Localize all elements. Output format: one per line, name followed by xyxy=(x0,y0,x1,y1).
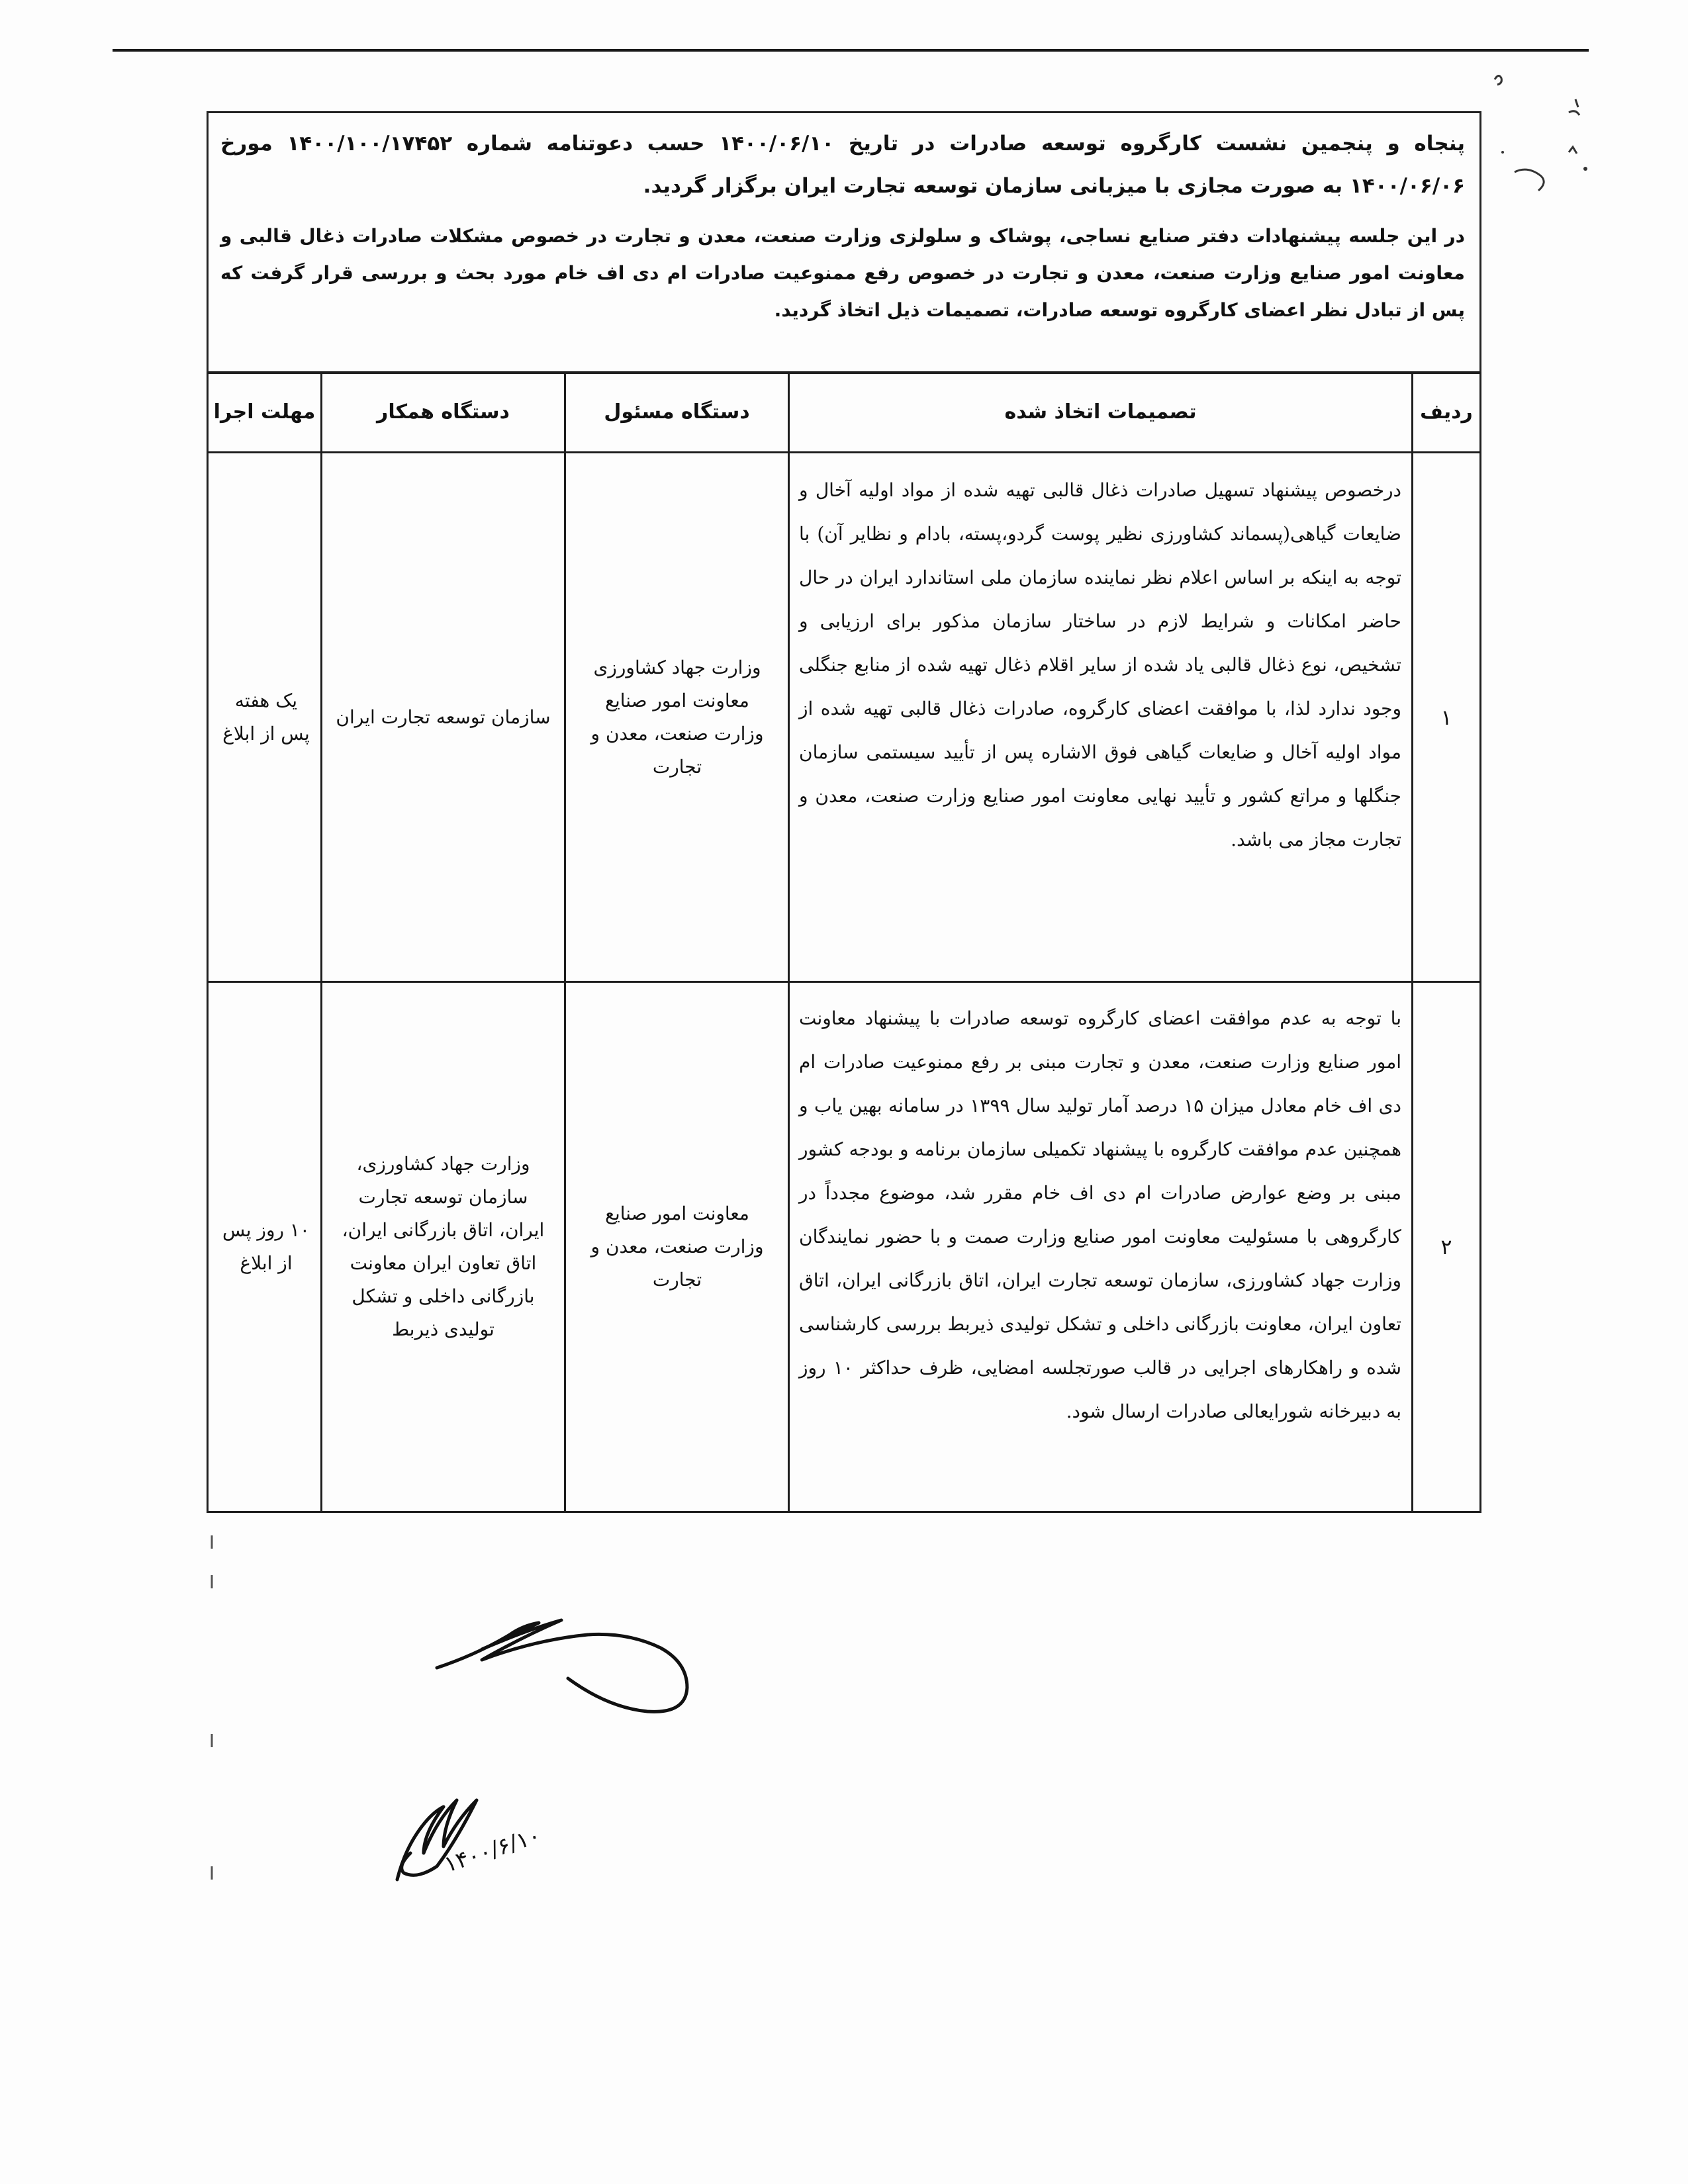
row-1-decision: درخصوص پیشنهاد تسهیل صادرات ذغال قالبی تهیه شده از مواد اولیه آخال و ضایعات گیاهی(پسماند کشاورزی نظیر پوست گردو،پسته، بادام و نظایر آن) با توجه به اینکه بر اساس اعلام نظر نماینده سازمان ملی استاندارد ایران در حال حاضر امکانات و شرایط لازم در ساختار سازمان مذکور برای ارزیابی و تشخیص، نوع ذغال قالبی یاد شده از سایر اقلام ذغال تهیه شده از منابع جنگلی وجود ندارد لذا، با موافقت اعضای کارگروه، صادرات ذغال قالبی تهیه شده از مواد اولیه آخال و ضایعات گیاهی فوق الاشاره پس از تأیید سیستمی سازمان جنگلها و مراتع کشور و تأیید نهایی معاونت امور صنایع وزارت صنعت، معدن و تجارت مجاز می باشد. xyxy=(799,479,1401,850)
row-2-deadline: ۱۰ روز پس از ابلاغ xyxy=(222,1219,310,1274)
decisions-table xyxy=(207,372,1481,1513)
signature-date: ۱۴۰۰/۶/۱۰ xyxy=(441,1822,544,1878)
row-2-number: ۲ xyxy=(1440,1234,1452,1259)
table-border-bottom xyxy=(207,1511,1481,1513)
corner-marks xyxy=(1476,53,1609,212)
header-partner: دستگاه همکار xyxy=(377,400,510,424)
row-2-decision: با توجه به عدم موافقت اعضای کارگروه توسعه صادرات با پیشنهاد معاونت امور صنایع وزارت صنعت، معدن و تجارت مبنی بر رفع ممنوعیت صادرات ام دی اف خام معادل میزان ۱۵ درصد آمار تولید سال ۱۳۹۹ در سامانه بهین یاب و همچنین عدم موافقت کارگروه با پیشنهاد تکمیلی سازمان برنامه و بودجه کشور مبنی بر وضع عوارض صادرات ام دی اف خام مقرر شد، موضوع مجدداً در کارگروهی با مسئولیت معاونت امور صنایع وزارت صمت و با حضور نمایندگان وزارت جهاد کشاورزی، سازمان توسعه تجارت ایران، اتاق بازرگانی ایران، اتاق تعاون ایران، معاونت بازرگانی داخلی و تشکل تولیدی ذیربط بررسی کارشناسی شده و راهکارهای اجرایی در قالب صورتجلسه امضایی، ظرف حداکثر ۱۰ روز به دبیرخانه شورایعالی صادرات ارسال شود. xyxy=(799,1007,1402,1422)
row-2-partner: وزارت جهاد کشاورزی، سازمان توسعه تجارت ایران، اتاق بازرگانی ایران، اتاق تعاون ایران معاونت بازرگانی داخلی و تشکل تولیدی ذیربط xyxy=(342,1153,545,1340)
table-col-line-3 xyxy=(788,372,790,1513)
signature-1 xyxy=(424,1595,794,1741)
intro-box xyxy=(207,111,1481,373)
table-col-line-left xyxy=(207,372,209,1513)
header-deadline: مهلت اجرا xyxy=(213,400,316,424)
header-decision: تصمیمات اتخاذ شده xyxy=(1004,400,1197,424)
row-2-responsible: معاونت امور صنایع وزارت صنعت، معدن و تجارت xyxy=(590,1203,764,1291)
intro-paragraph-2: در این جلسه پیشنهادات دفتر صنایع نساجی، پوشاک و سلولزی وزارت صنعت، معدن و تجارت در خصوص مشکلات صادرات ذغال قالبی و معاونت امور صنایع وزارت صنعت، معدن و تجارت در خصوص رفع ممنوعیت صادرات ام دی اف خام مورد بحث و بررسی قرار گرفت که پس از تبادل نظر اعضای کارگروه توسعه صادرات، تصمیمات ذیل اتخاذ گردید. xyxy=(220,225,1465,321)
table-col-line-right xyxy=(1479,372,1481,1513)
intro-paragraph-1: پنجاه و پنجمین نشست کارگروه توسعه صادرات در تاریخ ۱۴۰۰/۰۶/۱۰ حسب دعوتنامه شماره ۱۴۰۰/۱۰۰/۱۷۴۵۲ مورخ ۱۴۰۰/۰۶/۰۶ به صورت مجازی با میزبانی سازمان توسعه تجارت ایران برگزار گردید. xyxy=(220,132,1465,198)
table-col-line-1 xyxy=(320,372,322,1513)
left-margin-marks xyxy=(199,1535,225,1906)
header-responsible: دستگاه مسئول xyxy=(604,400,750,424)
row-1-deadline: یک هفته پس از ابلاغ xyxy=(222,689,310,745)
signature-2 xyxy=(371,1747,543,1906)
row-1-number: ۱ xyxy=(1440,704,1452,730)
row-1-responsible: وزارت جهاد کشاورزی معاونت امور صنایع وزارت صنعت، معدن و تجارت xyxy=(590,656,764,778)
row-1-partner: سازمان توسعه تجارت ایران xyxy=(336,705,551,728)
table-col-line-2 xyxy=(564,372,566,1513)
header-row: ردیف xyxy=(1420,400,1473,424)
top-border-line xyxy=(113,49,1589,52)
